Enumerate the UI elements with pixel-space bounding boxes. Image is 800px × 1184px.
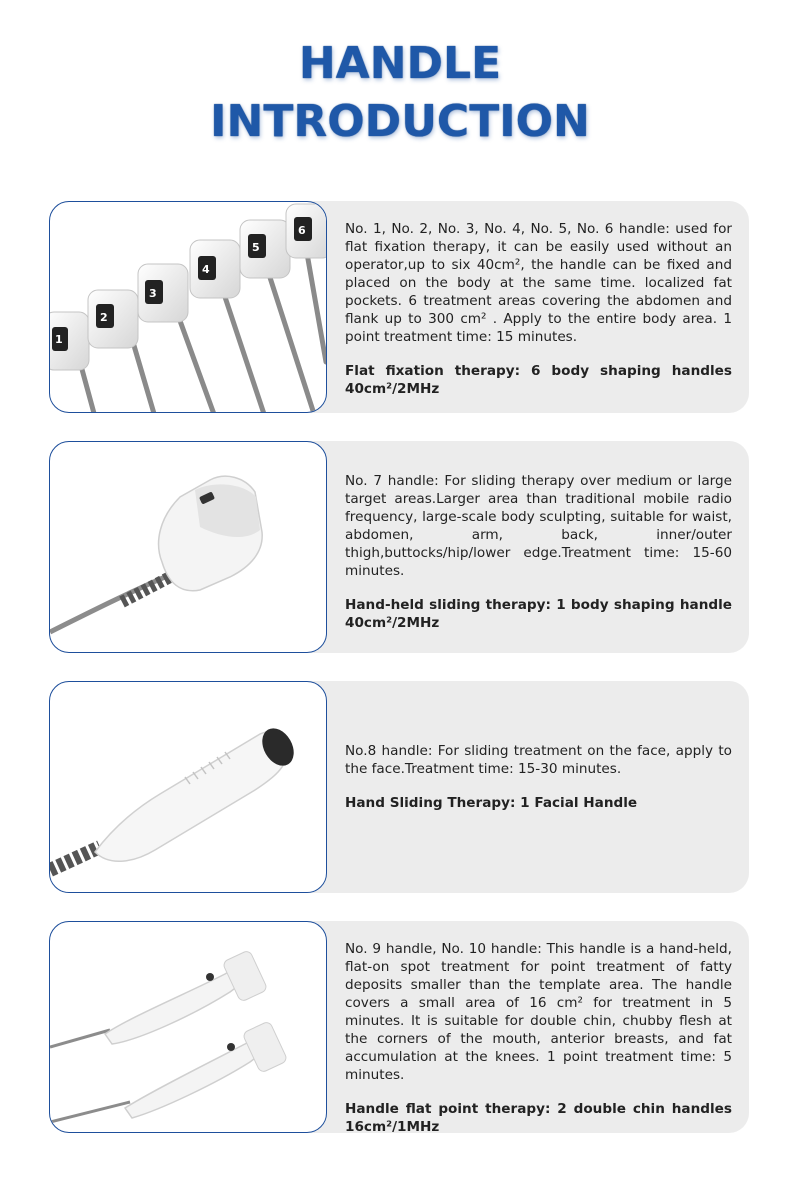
card-2-description: No. 7 handle: For sliding therapy over medium or large target areas.Larger area than traditional mobile radio frequency, large-scale body sculpting, suitable for waist, abdomen, arm, back, inner/outer thigh,buttocks/hip/lower edge.Treatment time: 15-60 minutes. — [345, 473, 732, 579]
handle-card-1 — [49, 201, 749, 413]
card-4-summary: Handle flat point therapy: 2 double chin handles 16cm²/1MHz — [345, 1101, 732, 1135]
handle-number-5: 5 — [252, 241, 260, 254]
card-4-description: No. 9 handle, No. 10 handle: This handle is a hand-held, flat-on spot treatment for point treatment of fatty deposits smaller than the template area. The handle covers a small area of 16 cm² for treatment in 5 minutes. It is suitable for double chin, chubby flesh at the corners of the mouth, anterior breasts, and fat accumulation at the knees. 1 point treatment time: 5 minutes. — [345, 941, 732, 1083]
card-2-summary: Hand-held sliding therapy: 1 body shaping handle 40cm²/2MHz — [345, 597, 732, 631]
page-title-line1: HANDLE — [298, 38, 502, 89]
card-3-text — [345, 742, 732, 812]
handle-number-2: 2 — [100, 311, 108, 324]
card-1-text — [345, 220, 732, 398]
handle-card-4 — [49, 921, 749, 1133]
double-chin-handles-image — [49, 921, 327, 1133]
handle-number-1: 1 — [55, 333, 63, 346]
card-3-summary: Hand Sliding Therapy: 1 Facial Handle — [345, 795, 638, 811]
card-1-summary: Flat fixation therapy: 6 body shaping handles 40cm²/2MHz — [345, 363, 732, 397]
handle-card-3 — [49, 681, 749, 893]
facial-handle-image — [49, 681, 327, 893]
six-handles-image — [49, 201, 327, 413]
card-1-description: No. 1, No. 2, No. 3, No. 4, No. 5, No. 6 handle: used for flat fixation therapy, it can be easily used without an operator,up to six 40cm², the handle can be fixed and placed on the body at the same time. localized fat pockets. 6 treatment areas covering the abdomen and flank up to 300 cm² . Apply to the entire body area. 1 point treatment time: 15 minutes. — [345, 221, 732, 345]
card-4-text — [345, 940, 732, 1136]
card-3-description: No.8 handle: For sliding treatment on the face, apply to the face.Treatment time: 15-30 minutes. — [345, 743, 732, 777]
handle-card-2 — [49, 441, 749, 653]
handle-number-4: 4 — [202, 263, 210, 276]
sliding-body-handle-image — [49, 441, 327, 653]
card-2-text — [345, 472, 732, 632]
page-title-line2: INTRODUCTION — [210, 96, 590, 147]
handle-number-3: 3 — [149, 287, 157, 300]
handle-number-6: 6 — [298, 224, 306, 237]
